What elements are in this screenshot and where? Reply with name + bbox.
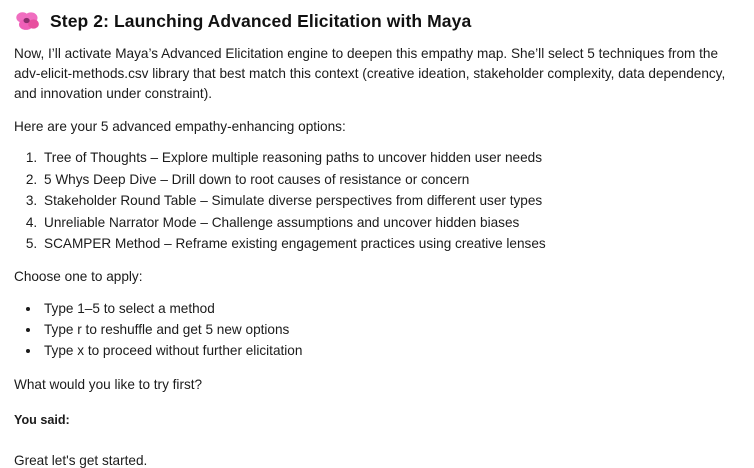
section-heading (14, 10, 740, 32)
list-item[interactable]: 3. Stakeholder Round Table – Simulate diverse perspectives from different user types (41, 191, 740, 211)
user-turn-label: You said: (14, 412, 70, 427)
elicitation-options-list (14, 148, 740, 254)
choose-lead-in: Choose one to apply: (14, 269, 143, 285)
list-item: • Type 1–5 to select a method (41, 299, 740, 319)
list-item: • Type x to proceed without further elicitation (41, 341, 740, 361)
list-item[interactable]: 2. 5 Whys Deep Dive – Drill down to root causes of resistance or concern (41, 170, 740, 190)
closing-question: What would you like to try first? (14, 376, 203, 392)
choice-instructions-list (14, 299, 740, 362)
user-message: Great let's get started. (14, 452, 148, 468)
list-item[interactable]: 5. SCAMPER Method – Reframe existing engagement practices using creative lenses (41, 234, 740, 254)
list-item: • Type r to reshuffle and get 5 new options (41, 320, 740, 340)
options-lead-in: Here are your 5 advanced empathy-enhancing options: (14, 119, 346, 135)
intro-paragraph: Now, I’ll activate Maya’s Advanced Elicitation engine to deepen this empathy map. She’ll select 5 techniques from the adv-elicit-methods.csv library that best match this context (creative ideation, stakeholder complexity, data dependency, and innovation under constraint). (14, 46, 726, 102)
list-item[interactable]: 1. Tree of Thoughts – Explore multiple reasoning paths to uncover hidden user needs (41, 148, 740, 168)
page-title: Step 2: Launching Advanced Elicitation with Maya (50, 10, 472, 31)
list-item[interactable]: 4. Unreliable Narrator Mode – Challenge assumptions and uncover hidden biases (41, 213, 740, 233)
blossom-flower-icon (14, 10, 40, 32)
